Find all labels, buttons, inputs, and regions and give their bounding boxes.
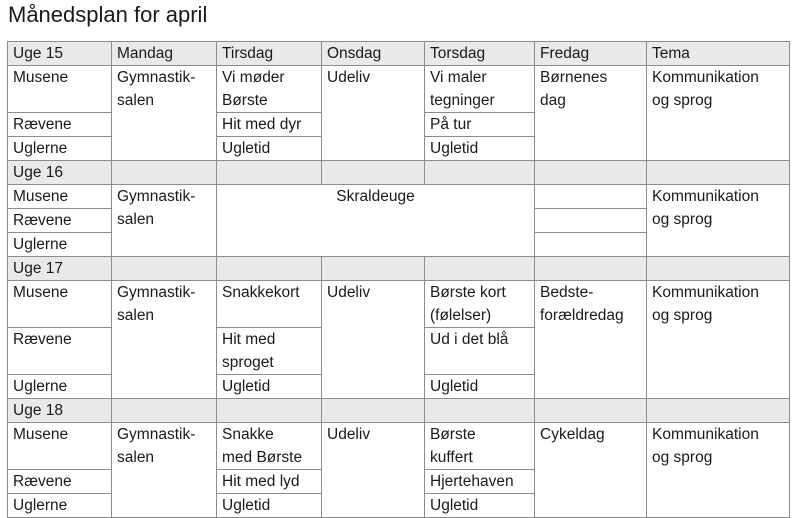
- fredag-cell: Cykeldag: [535, 423, 647, 518]
- tirsdag-cell: Vi møder Børste: [217, 66, 322, 113]
- group-cell: Rævene: [8, 328, 112, 375]
- week-label: Uge 18: [8, 399, 112, 423]
- tema-cell: Kommunikation og sprog: [647, 66, 790, 161]
- tirsdag-cell: Ugletid: [217, 137, 322, 161]
- page-title: Månedsplan for april: [8, 2, 208, 27]
- tema-cell: Kommunikation og sprog: [647, 281, 790, 399]
- header-week: Uge 15: [8, 42, 112, 66]
- tirsdag-cell: Ugletid: [217, 375, 322, 399]
- group-cell: Musene: [8, 185, 112, 209]
- group-cell: Uglerne: [8, 375, 112, 399]
- group-cell: Rævene: [8, 209, 112, 233]
- torsdag-cell: Ugletid: [425, 137, 535, 161]
- tirsdag-cell: Snakke med Børste: [217, 423, 322, 470]
- header-fredag: Fredag: [535, 42, 647, 66]
- skraldeuge-cell: Skraldeuge: [217, 185, 535, 257]
- month-plan-table: [7, 41, 790, 518]
- tirsdag-cell: Snakkekort: [217, 281, 322, 328]
- group-cell: Uglerne: [8, 494, 112, 518]
- tema-cell: Kommunikation og sprog: [647, 423, 790, 518]
- mandag-cell: Gymnastik- salen: [112, 281, 217, 399]
- fredag-cell: [535, 233, 647, 257]
- fredag-cell: [535, 185, 647, 209]
- header-torsdag: Torsdag: [425, 42, 535, 66]
- header-tema: Tema: [647, 42, 790, 66]
- week-row: [8, 161, 790, 185]
- tema-cell: Kommunikation og sprog: [647, 185, 790, 257]
- week-label: Uge 16: [8, 161, 112, 185]
- week-label: Uge 17: [8, 257, 112, 281]
- torsdag-cell: Hjertehaven: [425, 470, 535, 494]
- torsdag-cell: Ugletid: [425, 375, 535, 399]
- torsdag-cell: Børste kuffert: [425, 423, 535, 470]
- tirsdag-cell: Hit med dyr: [217, 113, 322, 137]
- table-row: [8, 66, 790, 113]
- fredag-cell: Børnenes dag: [535, 66, 647, 161]
- header-mandag: Mandag: [112, 42, 217, 66]
- tirsdag-cell: Hit med sproget: [217, 328, 322, 375]
- group-cell: Uglerne: [8, 137, 112, 161]
- fredag-cell: [535, 209, 647, 233]
- header-onsdag: Onsdag: [322, 42, 425, 66]
- torsdag-cell: På tur: [425, 113, 535, 137]
- torsdag-cell: Børste kort (følelser): [425, 281, 535, 328]
- header-row: [8, 42, 790, 66]
- onsdag-cell: Udeliv: [322, 281, 425, 399]
- group-cell: Rævene: [8, 470, 112, 494]
- torsdag-cell: Ud i det blå: [425, 328, 535, 375]
- tirsdag-cell: Hit med lyd: [217, 470, 322, 494]
- mandag-cell: Gymnastik- salen: [112, 423, 217, 518]
- week-row: [8, 399, 790, 423]
- group-cell: Uglerne: [8, 233, 112, 257]
- group-cell: Musene: [8, 66, 112, 113]
- onsdag-cell: Udeliv: [322, 423, 425, 518]
- table-row: [8, 281, 790, 328]
- onsdag-cell: Udeliv: [322, 66, 425, 161]
- tirsdag-cell: Ugletid: [217, 494, 322, 518]
- week-row: [8, 257, 790, 281]
- group-cell: Musene: [8, 423, 112, 470]
- header-tirsdag: Tirsdag: [217, 42, 322, 66]
- torsdag-cell: Ugletid: [425, 494, 535, 518]
- group-cell: Musene: [8, 281, 112, 328]
- torsdag-cell: Vi maler tegninger: [425, 66, 535, 113]
- fredag-cell: Bedste- forældredag: [535, 281, 647, 399]
- table-row: [8, 185, 790, 209]
- group-cell: Rævene: [8, 113, 112, 137]
- mandag-cell: Gymnastik- salen: [112, 66, 217, 161]
- mandag-cell: Gymnastik- salen: [112, 185, 217, 257]
- table-row: [8, 423, 790, 470]
